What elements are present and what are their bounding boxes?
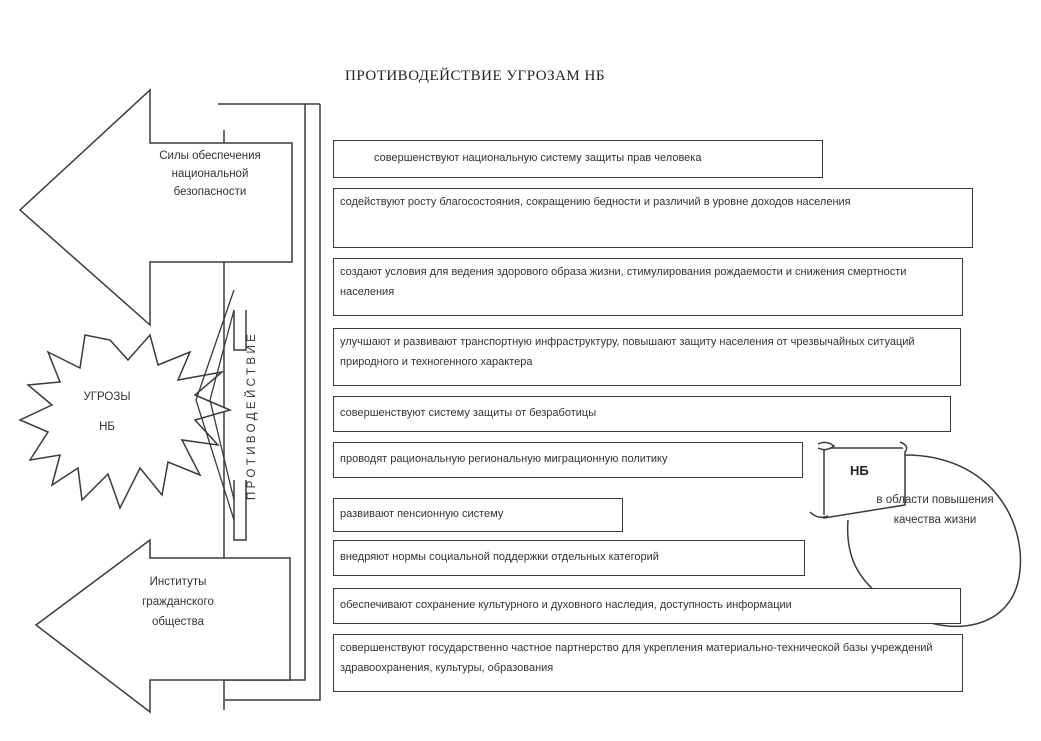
measure-box: развивают пенсионную систему (333, 498, 623, 532)
forces-label: Силы обеспечения национальной безопасности (159, 150, 261, 198)
nb-area-label: в области повышения качества жизни (876, 494, 994, 526)
nb-scroll-label: НБ (850, 463, 869, 478)
counteraction-label: ПРОТИВОДЕЙСТВИЕ (246, 330, 258, 500)
threats-line-2: НБ (99, 421, 115, 433)
measure-box: внедряют нормы социальной поддержки отдельных категорий (333, 540, 805, 576)
measure-box: обеспечивают сохранение культурного и духовного наследия, доступность информации (333, 588, 961, 624)
measure-box: создают условия для ведения здорового образа жизни, стимулирования рождаемости и снижения смертности населения (333, 258, 963, 316)
threats-label (62, 382, 152, 442)
diagram-title: ПРОТИВОДЕЙСТВИЕ УГРОЗАМ НБ (345, 68, 605, 84)
measure-box: совершенствуют национальную систему защиты прав человека (333, 140, 823, 178)
measure-box: улучшают и развивают транспортную инфраструктуру, повышают защиту населения от чрезвычайных ситуаций природного и техногенного характера (333, 328, 961, 386)
institutions-label: Институты гражданского общества (142, 576, 214, 628)
measure-box: совершенствуют систему защиты от безработицы (333, 396, 951, 432)
measure-box: проводят рациональную региональную миграционную политику (333, 442, 803, 478)
measure-box: совершенствуют государственно частное партнерство для укрепления материально-технической базы учреждений здравоохранения, культуры, образования (333, 634, 963, 692)
threats-line-1: УГРОЗЫ (83, 391, 131, 403)
measure-box: содействуют росту благосостояния, сокращению бедности и различий в уровне доходов населения (333, 188, 973, 248)
forces-arrow (20, 90, 292, 325)
